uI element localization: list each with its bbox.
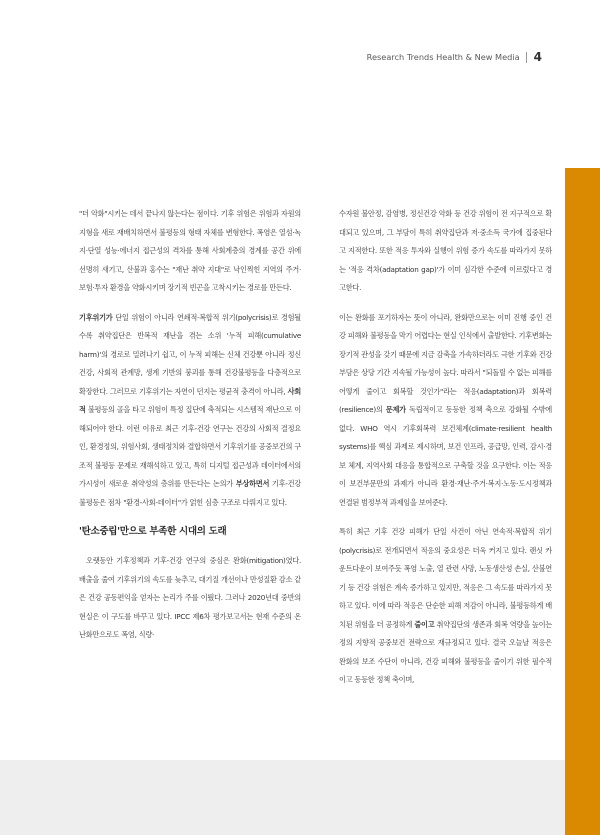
text-run: 독립적이고 동등한 정책 축으로 강화될 수밖에 없다. WHO 역시 기후회복력 보건체계(climate-resilient health systems)를 핵심 과제로 제시하며, 보건 인프라, 공급망, 인력, 감시·경보 체계, 지역사회 대응을 통합적으로 구축할 것을 요구한다. 이는 적응이 보건부문만의 과제가 아니라 환경·재난·주거·복지·노동·도시정책과 연결된 범정부적 과제임을 보여준다. (339, 405, 552, 507)
right-column (339, 205, 552, 701)
bold-phrase: 기후위기가 (79, 312, 113, 322)
left-paragraph-3: 오랫동안 기후정책과 기후-건강 연구의 중심은 완화(mitigation)였다. 배출을 줄여 기후위기의 속도를 늦추고, 대기질 개선이나 만성질환 감소 같은 건강 공동편익을 얻자는 논리가 주를 이뤘다. 그러나 2020년대 중반의 현실은 이 구도를 바꾸고 있다. IPCC 제6차 평가보고서는 현재 수준의 온난화만으로도 폭염, 식량· (79, 556, 301, 639)
left-paragraph-1: "더 악화"시키는 데서 끝나지 않는다는 점이다. 기후 위험은 위험과 자원의 지형을 새로 재배치하면서 불평등의 형태 자체를 변형한다. 폭염은 열섬·녹지·단열 성능·에너지 접근성의 격차를 통해 사회계층의 경계를 공간 위에 선명히 새기고, 산불과 홍수는 "재난 취약 지대"로 낙인찍힌 지역의 주거·보험·투자 환경을 약화시키며 장기적 빈곤을 고착시키는 경로를 만든다. (79, 209, 301, 292)
page-number: 4 (533, 50, 542, 64)
bold-phrase: 부상하면서 (235, 479, 270, 488)
text-run: 단일 위험이 아니라 연쇄적·복합적 위기(polycrisis)로 경험될수록 취약집단은 반복적 재난을 겪는 소위 '누적 피해(cumulative harm)'의 경로로 밀려나기 쉽고, 이 누적 피해는 신체 건강뿐 아니라 정신건강, 사회적 관계망, 생계 기반의 붕괴를 통해 건강불평등을 다층적으로 확장한다. 그러므로 기후위기는 자연이 던지는 평균적 충격이 아니라, (79, 312, 301, 396)
right-paragraph-2 (339, 309, 552, 513)
bold-phrase: 줄이고 (414, 619, 435, 629)
header-title: Research Trends Health & New Media (366, 52, 520, 62)
running-header (367, 50, 542, 64)
text-run: 이는 완화를 포기하자는 뜻이 아니라, 완화만으로는 이미 진행 중인 건강 피해와 불평등을 막기 어렵다는 현실 인식에서 출발한다. 기후변화는 장기적 관성을 갖기 때문에 지금 감축을 가속하더라도 극한 기후와 건강 부담은 상당 기간 지속될 가능성이 높다. 따라서 "되돌릴 수 없는 피해를 어떻게 줄이고 회복할 것인가"라는 적응(adaptation)과 회복력(resilience)의 (339, 312, 552, 414)
bold-phrase: 사회적 (79, 386, 301, 414)
right-paragraph-1: 수자원 불안정, 감염병, 정신건강 악화 등 건강 위험이 전 지구적으로 확대되고 있으며, 그 부담이 특히 취약집단과 저·중소득 국가에 집중된다고 지적한다. 또한 적응 투자와 실행이 위험 증가 속도를 따라가지 못하는 '적응 격차(adaptation gap)'가 이미 심각한 수준에 이르렀다고 경고한다. (339, 209, 552, 292)
text-run: 취약집단의 생존과 회복 역량을 높이는 정의 지향적 공중보건 전략으로 재규정되고 있다. 결국 오늘날 적응은 완화의 보조 수단이 아니라, 건강 피해와 불평등을 줄이기 위한 필수적이고 동등한 정책 축이며, (339, 619, 552, 684)
accent-side-bar (565, 168, 600, 835)
header-divider (526, 52, 527, 63)
left-column (79, 205, 301, 656)
text-run: 특히 최근 기후 건강 피해가 단일 사건이 아닌 연속적·복합적 위기(polycrisis)로 전개되면서 적응의 중요성은 더욱 커지고 있다. 랜싯 카운트다운이 보여주듯 폭염 노출, 열 관련 사망, 노동생산성 손실, 산불연기 등 건강 위험은 계속 증가하고 있지만, 적응은 그 속도를 따라가지 못하고 있다. 이에 따라 적응은 단순한 피해 저감이 아니라, 불평등하게 배치된 위험을 더 공정하게 (339, 527, 552, 629)
bold-phrase: 문제가 (385, 405, 406, 414)
section-heading: '탄소중립'만으로 부족한 시대의 도래 (79, 526, 227, 537)
text-run: 기후-건강 불평등은 점차 "환경-사회-데이터"가 얽힌 심층 구조로 다뤄지고 있다. (79, 479, 301, 507)
right-paragraph-3 (339, 523, 552, 690)
text-run: 불평등의 골을 타고 위험이 특정 집단에 축적되는 시스템적 재난으로 이해되어야 한다. 이런 이유로 최근 기후-건강 연구는 건강의 사회적 결정요인, 환경정의, 위험사회, 생태정치와 결합하면서 기후위기를 공중보건의 구조적 불평등 문제로 재해석하고 있고, 특히 디지털 접근성과 데이터에서의 가시성이 새로운 취약성의 층위를 만든다는 논의가 (79, 405, 301, 488)
footer-band (0, 760, 565, 835)
left-paragraph-2 (79, 309, 301, 513)
